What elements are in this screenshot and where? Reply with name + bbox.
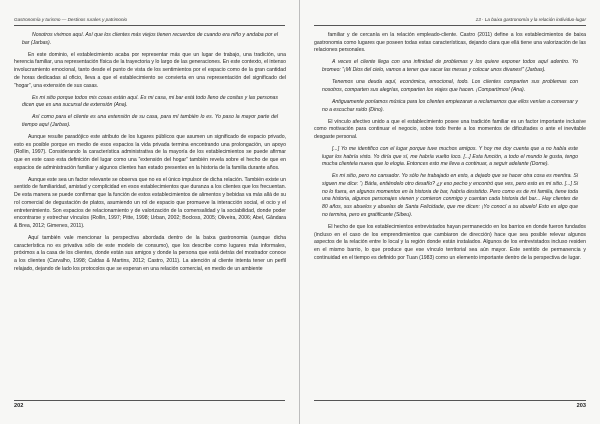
paragraph: Así como para el cliente es una extensión de su casa, para mí también lo es. Yo paso la mayor parte del tiempo aquí (Jarbas). xyxy=(22,114,278,128)
page-number: 202 xyxy=(14,403,24,409)
paragraph: Aquí también vale mencionar la perspectiva abordada dentro de la baixa gastronomia (aunque dicha característica no es privativa sólo de este modelo de consumo), que los describe como lugares más informales, próximos a la casa de los clientes, donde están sus amigos y donde la persona que está detrás del mostrador conoce a los clientes (Carvalho, 1998; Caldas & Martins, 2012; Castro, 2011). La atención al cliente intenta tener un perfil relajado, dejando de lado los protocolos que se esperan en una relación comercial, en medio de un ambiente xyxy=(14,234,286,272)
header-rule xyxy=(14,25,285,26)
running-head: 13 · La baixa gastronomía y la relación individuo-lugar xyxy=(475,17,586,22)
paragraph: El vínculo afectivo unido a que el establecimiento posee una tradición familiar es un factor importante inclusive como motivación para continuar el negocio, sobre todo frente a los momentos de dificultades o ante el inevitable desgaste personal. xyxy=(314,118,586,140)
footer-rule xyxy=(14,400,285,401)
paragraph: Nosotros vivimos aquí. Así que los clientes más viejos tienen recuerdos de cuando era niño y andaba por el bar (Jarbas). xyxy=(22,32,278,46)
paragraph: Es mi sitio porque todos mis cosas están aquí. Es mi casa, mi bar está todo lleno de cositas y las personas dicen que es una sucursal de extensión (Ana). xyxy=(22,94,278,109)
page-number: 203 xyxy=(576,403,586,409)
paragraph: En este dominio, el establecimiento acaba por representar más que un lugar de trabajo, una tradición, una herencia familiar, una representación física de la trayectoria y lo largo de las generaciones. En este contexto, el intenso involucramiento emocional, tanto desde el punto de vista de los sentimientos por el espacio como de la gran cantidad de horas dedicadas al oficio, lleva a que el establecimiento se convierta en una representación del significado del “hogar”, una extensión de sus casas. xyxy=(14,51,286,89)
paragraph: [...] Yo me identifico con el lugar porque tuve muchos amigos. Y hoy me doy cuenta que a no había este lugar los habría visto. Yo diría que sí, me habría vuelto loco. [...] Esta función, a todo el mundo le gusta, tengo mucha clientela nueva que lo elogia. Entonces esto me lleva a continuar, a seguir adelante (Dorne). xyxy=(322,145,578,168)
body-text xyxy=(14,32,286,392)
paragraph: Es mi sitio, pero no cansador. Yo sólo he trabajado en esto, a dejado que se hacer otra cosa es mentira. Si siguen me dice: “¡ Bárla, entiéndelo otro desafío? ¿y eso pecho y encontró que ves, pero esto es mi sitio. [...] Si no lo fuera, en algunos momentos en la historia de bar, habría desistido. Pero como es de mi familia, tiene toda una historia, algunos personajes vienen y comieron conmigo y cuentan cada historia del bar... Hay clientes de 80 años, sus abuelos y abuelas de Santa Felicidade, que me dicen: ¡Yo conocí a su abuelo! Esto es algo que no termina, pero es gratificante (Sibeu). xyxy=(322,173,578,218)
footer-rule xyxy=(314,400,586,401)
body-text xyxy=(314,32,586,392)
header-rule xyxy=(314,25,586,26)
paragraph: El hecho de que los establecimientos entrevistados hayan permanecido en los barrios en donde fueron fundados (incluso en el caso de los emprendimientos que cambiaron de dirección) hace que sea posible relevar algunos aspectos de la relación entre lo local y la región donde están instalados. Algunos de los entrevistados incluso residen en el mismo barrio, lo que produce que ese vínculo territorial sea aún mayor. Este sentido de permanencia y continuidad en el tiempo es definido por Tuan (1983) como un elemento importante dentro de la perspectiva de lugar. xyxy=(314,223,586,261)
paragraph: Antiguamente poníamos música para los clientes empiezaran a reclamarnos que ellos venían a conversar y no a escuchar ruido (Dino). xyxy=(322,98,578,113)
paragraph: familiar y de cercanía en la relación empleado-cliente. Castro (2011) define a los establecimientos de baixa gastronomia como lugares que poseen todas estas características, dejando clara que ellá tiene una valorización de las relaciones personales. xyxy=(314,32,586,54)
paragraph: Aunque resulte paradójico este atributo de los lugares públicos que asumen un significado de espacio privado, esto es posible porque en medio de esos espacios la vida privada termina encontrando una prolongación, un apoyo (Rollin, 1997). Considerando la característica administrativa de la mayoría de los establecimientos se puede afirmar que en este caso esta definición del lugar como una “extensión del hogar” también revela sobre el hecho de que en espacios de administración familiar y algunos clientes han estado presentes en la historia de la familia durante años. xyxy=(14,133,286,171)
right-page xyxy=(300,0,600,424)
paragraph: Tenemos una deuda aquí, económica, emocional, todo. Los clientes comparten sus problemas con nosotros, comparten sus alegrías, comparten los viajes que hacen. ¡Compartimos! (Ana). xyxy=(322,79,578,93)
running-head: Gastronomía y turismo — Destinos rurales y patrimonio xyxy=(14,17,128,22)
paragraph: Aunque este sea un factor relevante se observa que no es el único impulsor de dicha relación. También existe un sentido de familiaridad, amistad y complicidad en esos establecimientos que duranza a los clientes que los frecuentan. De esta manera se puede confirmar que la función de estos establecimientos de alimentos y bebidas va más allá de su rol comercial de degustación de platos, asumiendo un rol de espacio que promueve la interacción social, el ocio y el entretenimiento. Son espacios de relacionamiento y de valorización de la comensalidad y la sociabilidad, donde poder encontrarse y estrechar vínculos (Rollin, 1997; Pitte, 1998; Urban, 2002; Bocloss, 2005; Oliveira, 2006; Abel, Gândara & Brea, 2012; Gimenes, 2011). xyxy=(14,176,286,229)
paragraph: A veces el cliente llega con una infinidad de problemas y los quiere exponer todos aquí adentro. Yo bromeo: “¡Mi Dios del cielo, vamos a tener que sacar las mesas y colocar unos divanes!” (Jarbas). xyxy=(322,59,578,74)
